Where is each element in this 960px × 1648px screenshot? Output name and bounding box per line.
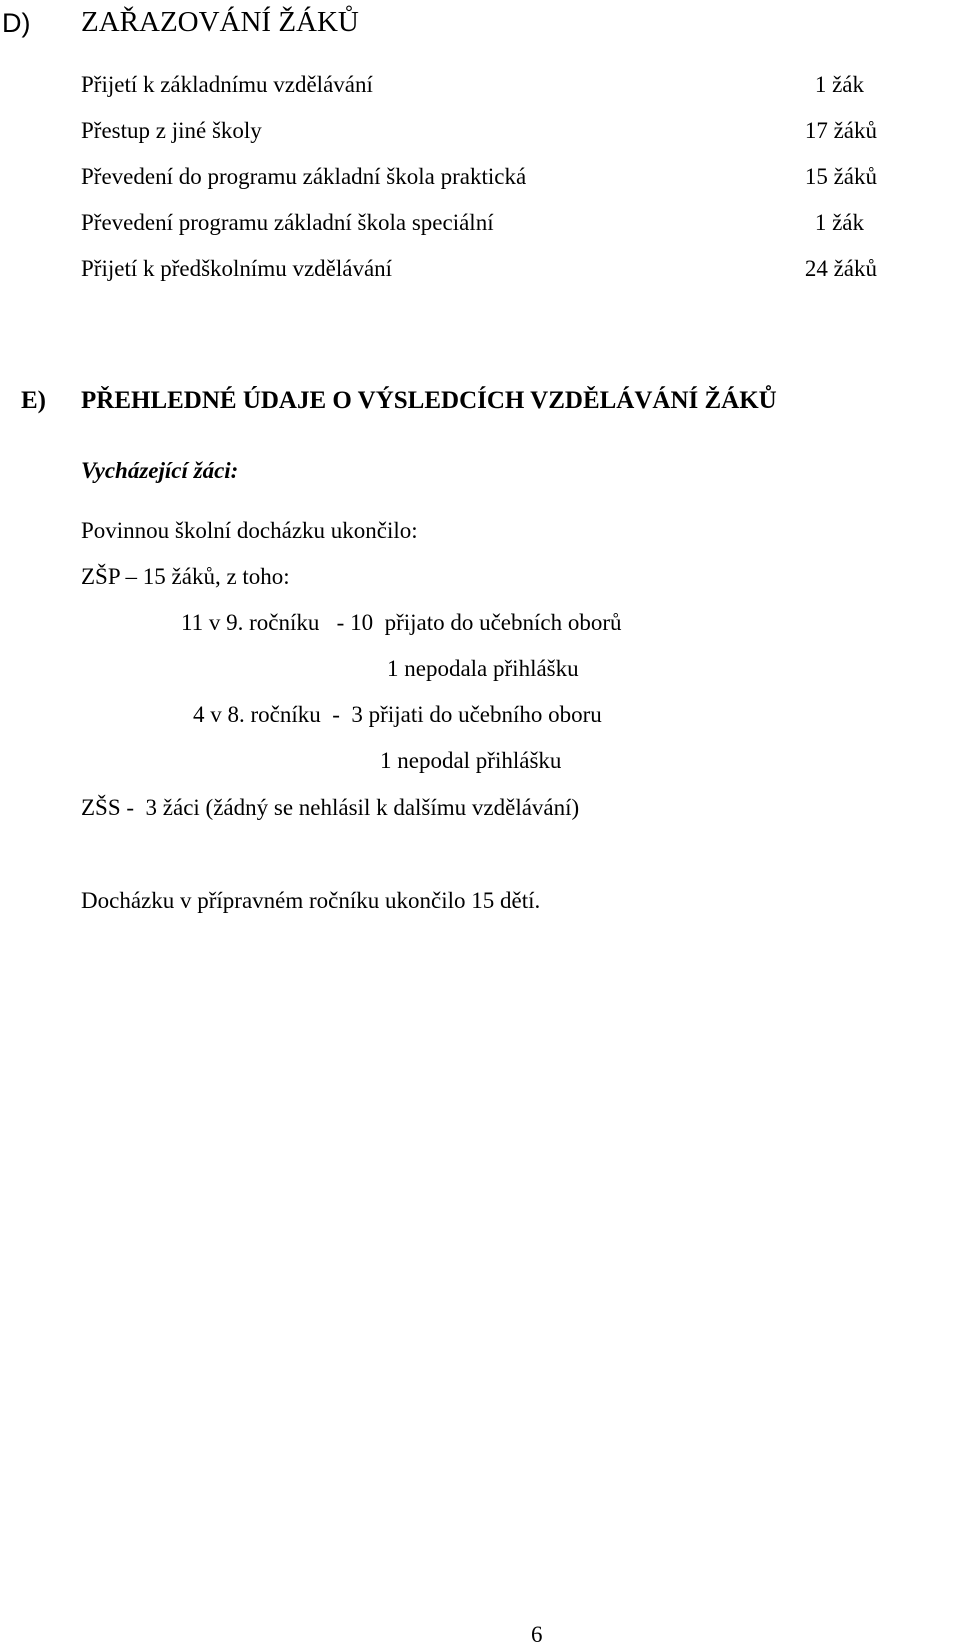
body-line: ZŠS - 3 žáci (žádný se nehlásil k dalšímu vzdělávání) bbox=[81, 795, 580, 820]
section-e-label: E) bbox=[21, 387, 46, 414]
page-number: 6 bbox=[531, 1622, 543, 1647]
section-d-row-value: 17 žáků bbox=[804, 118, 877, 143]
body-line: ZŠP – 15 žáků, z toho: bbox=[81, 564, 290, 589]
section-e-subheading: Vycházející žáci: bbox=[81, 458, 239, 483]
section-d-row-value: 1 žák bbox=[814, 210, 864, 235]
body-line: 1 nepodala přihlášku bbox=[387, 656, 579, 681]
section-d-row-label: Převedení programu základní škola speciální bbox=[81, 210, 494, 235]
section-d-row-label: Přestup z jiné školy bbox=[81, 118, 262, 143]
closing-line: Docházku v přípravném ročníku ukončilo 15 dětí. bbox=[81, 888, 541, 913]
section-d-row-label: Převedení do programu základní škola praktická bbox=[81, 164, 527, 189]
section-d-row-value: 24 žáků bbox=[804, 256, 877, 281]
section-d-row-label: Přijetí k předškolnímu vzdělávání bbox=[81, 256, 393, 281]
section-d-title: ZAŘAZOVÁNÍ ŽÁKŮ bbox=[81, 6, 359, 38]
section-d-label: D) bbox=[2, 8, 31, 38]
section-e-title: PŘEHLEDNÉ ÚDAJE O VÝSLEDCÍCH VZDĚLÁVÁNÍ ŽÁKŮ bbox=[81, 387, 777, 414]
section-d-row-label: Přijetí k základnímu vzdělávání bbox=[81, 72, 373, 97]
body-line: Povinnou školní docházku ukončilo: bbox=[81, 518, 418, 543]
section-d-row-value: 1 žák bbox=[814, 72, 864, 97]
body-line: 4 v 8. ročníku - 3 přijati do učebního oboru bbox=[193, 702, 602, 727]
section-d-row-value: 15 žáků bbox=[804, 164, 877, 189]
body-line: 11 v 9. ročníku - 10 přijato do učebních oborů bbox=[181, 610, 622, 635]
body-line: 1 nepodal přihlášku bbox=[380, 748, 562, 773]
